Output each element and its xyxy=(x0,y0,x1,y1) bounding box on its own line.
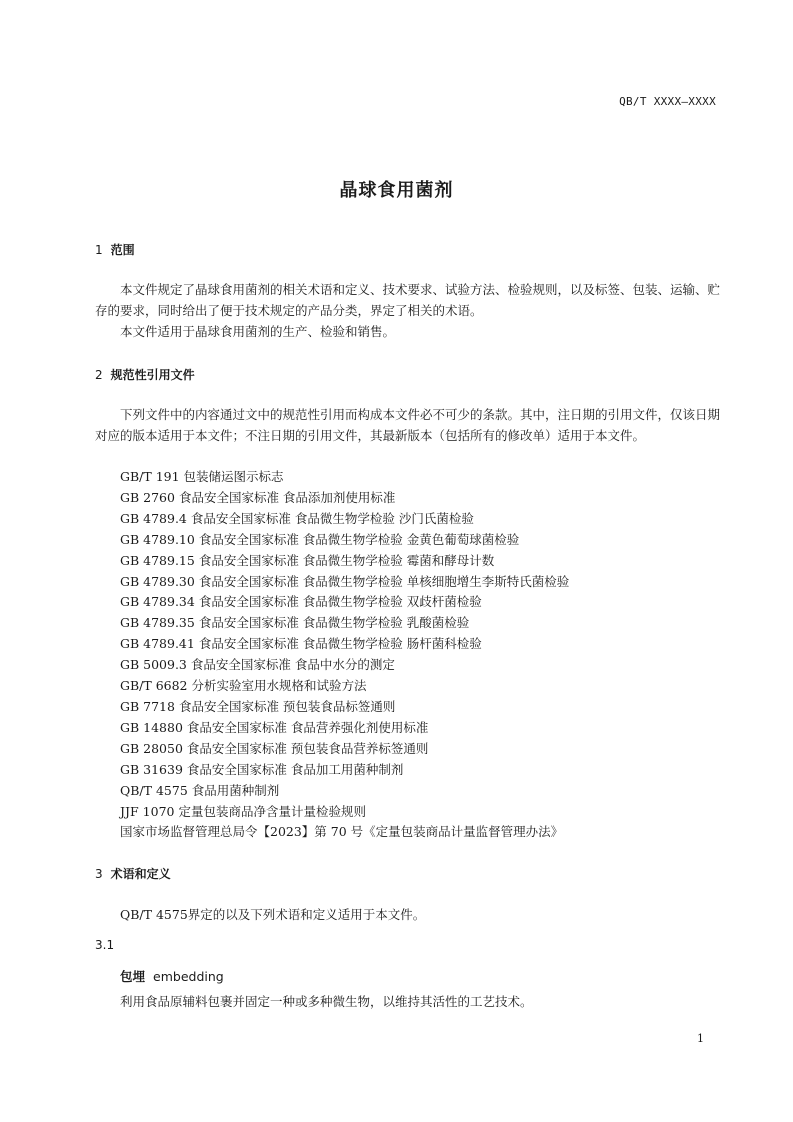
reference-item xyxy=(120,467,569,488)
reference-name: 国家市场监督管理总局令【2023】第 70 号《定量包装商品计量监督管理办法》 xyxy=(120,824,564,840)
reference-name: 食品安全国家标准 食品微生物学检验 金黄色葡萄球菌检验 xyxy=(198,531,520,547)
section-terms-heading xyxy=(95,865,171,882)
clause-number: 3.1 xyxy=(95,938,115,952)
term-chinese: 包埋 xyxy=(120,969,146,984)
term-entry-heading xyxy=(120,967,224,985)
reference-item xyxy=(120,802,569,823)
reference-name: 分析实验室用水规格和试验方法 xyxy=(191,678,367,694)
section-number: 3 xyxy=(95,867,103,881)
reference-code: GB 4789.41 xyxy=(120,636,195,652)
reference-item xyxy=(120,676,569,697)
reference-item xyxy=(120,488,569,509)
term-english: embedding xyxy=(153,969,224,984)
reference-name: 食品安全国家标准 食品微生物学检验 单核细胞增生李斯特氏菌检验 xyxy=(198,573,570,589)
reference-item xyxy=(120,592,569,613)
reference-code: GB 7718 xyxy=(120,698,175,714)
reference-item xyxy=(120,718,569,739)
reference-item xyxy=(120,760,569,781)
section-scope-heading xyxy=(95,241,135,258)
section-title: 范围 xyxy=(110,243,135,257)
reference-name: 食品安全国家标准 食品微生物学检验 霉菌和酵母计数 xyxy=(198,552,495,568)
reference-name: 食品安全国家标准 食品微生物学检验 乳酸菌检验 xyxy=(198,615,470,631)
reference-code: GB 4789.4 xyxy=(120,510,187,526)
reference-item xyxy=(120,530,569,551)
reference-item xyxy=(120,634,569,655)
reference-code: GB 31639 xyxy=(120,761,183,777)
reference-code: GB 4789.15 xyxy=(120,552,195,568)
reference-code: GB 28050 xyxy=(120,740,183,756)
reference-code: JJF 1070 xyxy=(120,803,175,819)
section-title: 规范性引用文件 xyxy=(110,368,195,382)
reference-item xyxy=(120,655,569,676)
reference-item xyxy=(120,613,569,634)
reference-item xyxy=(120,551,569,572)
scope-paragraph-2: 本文件适用于晶球食用菌剂的生产、检验和销售。 xyxy=(120,324,396,339)
reference-item xyxy=(120,822,569,843)
reference-name: 食品安全国家标准 食品添加剂使用标准 xyxy=(178,489,396,505)
reference-item xyxy=(120,697,569,718)
reference-name: 食品安全国家标准 预包装食品营养标签通则 xyxy=(186,740,429,756)
section-title: 术语和定义 xyxy=(110,867,171,881)
reference-item xyxy=(120,509,569,530)
section-refs-heading xyxy=(95,366,195,383)
reference-code: GB 4789.35 xyxy=(120,615,195,631)
reference-item xyxy=(120,739,569,760)
document-code: QB/T XXXX—XXXX xyxy=(619,95,716,108)
terms-intro: QB/T 4575界定的以及下列术语和定义适用于本文件。 xyxy=(120,907,426,922)
reference-name: 食品安全国家标准 食品加工用菌种制剂 xyxy=(186,761,404,777)
section-number: 1 xyxy=(95,243,103,257)
page-number: 1 xyxy=(697,1032,704,1045)
refs-intro-paragraph: 下列文件中的内容通过文中的规范性引用而构成本文件必不可少的条款。其中，注日期的引用文件，仅该日期对应的版本适用于本文件；不注日期的引用文件，其最新版本（包括所有的修改单）适用于本文件。 xyxy=(95,407,721,443)
reference-name: 食品安全国家标准 食品微生物学检验 双歧杆菌检验 xyxy=(198,594,482,610)
reference-name: 食品安全国家标准 食品微生物学检验 沙门氏菌检验 xyxy=(190,510,474,526)
reference-code: GB/T 191 xyxy=(120,469,180,484)
reference-code: GB/T 6682 xyxy=(120,678,188,694)
reference-name: 食品安全国家标准 预包装食品标签通则 xyxy=(178,698,396,714)
reference-code: QB/T 4575 xyxy=(120,782,188,798)
section-number: 2 xyxy=(95,368,103,382)
scope-paragraph-1: 本文件规定了晶球食用菌剂的相关术语和定义、技术要求、试验方法、检验规则，以及标签、包装、运输、贮存的要求，同时给出了便于技术规定的产品分类，界定了相关的术语。 xyxy=(95,282,721,318)
reference-list xyxy=(120,467,569,843)
reference-name: 定量包装商品净含量计量检验规则 xyxy=(178,803,366,819)
reference-item xyxy=(120,572,569,593)
reference-code: GB 4789.34 xyxy=(120,594,195,610)
reference-item xyxy=(120,781,569,802)
reference-code: GB 4789.10 xyxy=(120,531,195,547)
reference-name: 食品安全国家标准 食品营养强化剂使用标准 xyxy=(186,719,429,735)
reference-code: GB 4789.30 xyxy=(120,573,195,589)
reference-name: 包装储运图示标志 xyxy=(183,469,284,484)
reference-code: GB 2760 xyxy=(120,489,175,505)
reference-name: 食品用菌种制剂 xyxy=(191,782,280,798)
document-title: 晶球食用菌剂 xyxy=(339,180,454,201)
term-definition: 利用食品原辅料包裹并固定一种或多种微生物，以维持其活性的工艺技术。 xyxy=(120,994,533,1009)
reference-name: 食品安全国家标准 食品中水分的测定 xyxy=(190,657,395,673)
reference-name: 食品安全国家标准 食品微生物学检验 肠杆菌科检验 xyxy=(198,636,482,652)
reference-code: GB 14880 xyxy=(120,719,183,735)
reference-code: GB 5009.3 xyxy=(120,657,187,673)
